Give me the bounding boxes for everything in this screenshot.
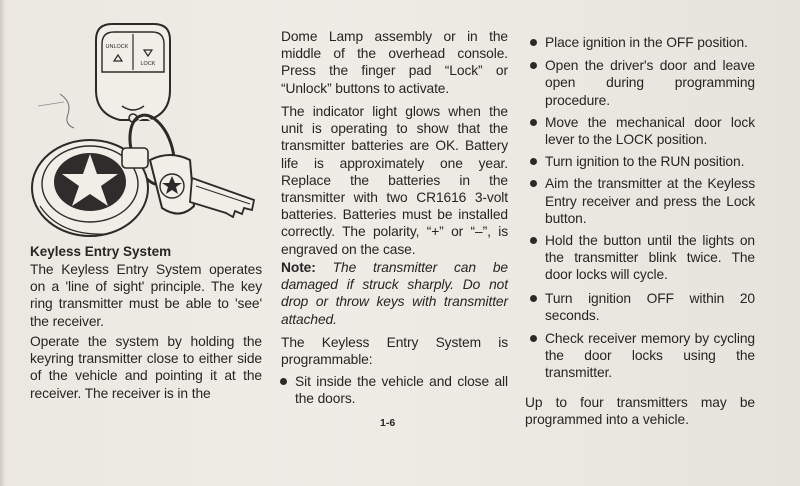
battery-paragraph: The indicator light glows when the unit is operating to show that the transmitter batteries are OK. Battery life is approximately one year. Replace the batteries in the transmitter with two CR1616 3-volt batteries. Batteries must be installed correctly. The polarity, “+” or “–”, is engraved on the case. [281, 104, 508, 257]
note-label: Note: [281, 260, 316, 275]
programmable-paragraph: The Keyless Entry System is programmable: [281, 335, 508, 368]
program-steps-start [279, 373, 508, 407]
bullet-icon [530, 158, 537, 165]
program-steps-list [529, 34, 755, 382]
bullet-icon [280, 378, 287, 385]
bullet-icon [530, 237, 537, 244]
bullet-icon [530, 295, 537, 302]
page-edge-shadow [0, 0, 6, 486]
program-step: Move the mechanical door lock lever to the LOCK position. [529, 114, 755, 148]
program-step: Check receiver memory by cycling the door locks using the transmitter. [529, 330, 755, 382]
note-paragraph [281, 259, 508, 328]
bullet-icon [530, 62, 537, 69]
page-number: 1-6 [380, 417, 396, 429]
closing-paragraph: Up to four transmitters may be programmed into a vehicle. [525, 395, 755, 428]
metal-key-icon [150, 155, 254, 217]
bullet-icon [530, 39, 537, 46]
intro-paragraph: The Keyless Entry System operates on a 'line of sight' principle. The key ring transmitter must be able to 'see' the receiver. [30, 262, 262, 329]
unlock-button-label: UNLOCK [105, 44, 129, 50]
key-fob-icon [96, 24, 170, 122]
dome-lamp-paragraph: Dome Lamp assembly or in the middle of the overhead console. Press the finger pad “Lock” or “Unlock” buttons to activate. [281, 29, 508, 96]
bullet-icon [530, 335, 537, 342]
lock-button-label: LOCK [140, 61, 156, 67]
pen-mark [60, 94, 74, 128]
star-medallion-icon [32, 140, 148, 236]
program-step: Place ignition in the OFF position. [529, 34, 755, 51]
operate-paragraph: Operate the system by holding the keyring transmitter close to either side of the vehicle and pointing it at the receiver. The receiver is in the [30, 334, 262, 401]
program-step: Sit inside the vehicle and close all the doors. [279, 373, 508, 407]
bullet-icon [530, 180, 537, 187]
note-text: The transmitter can be damaged if struck sharply. Do not drop or throw keys with transmitter attached. [281, 260, 508, 327]
bullet-icon [530, 119, 537, 126]
program-step: Hold the button until the lights on the transmitter blink twice. The door locks will cycle. [529, 232, 755, 284]
section-heading: Keyless Entry System [30, 244, 172, 259]
program-step: Aim the transmitter at the Keyless Entry receiver and press the Lock button. [529, 175, 755, 227]
program-step: Turn ignition to the RUN position. [529, 153, 755, 170]
program-step: Open the driver's door and leave open during programming procedure. [529, 57, 755, 109]
program-step: Turn ignition OFF within 20 seconds. [529, 290, 755, 324]
keyless-transmitter-illustration [30, 10, 262, 248]
